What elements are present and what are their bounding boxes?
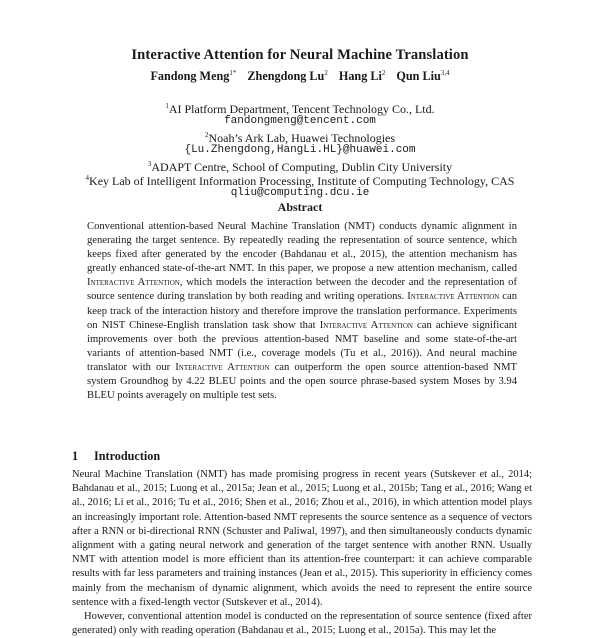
paragraph: Neural Machine Translation (NMT) has made promising progress in recent years (Sutskever et al., 2014; Bahdanau et al., 2015; Luong et al., 2015a; Jean et al., 2015; Luong et al., 2015b; Tang et al., 2016; Wang et al., 2016; Li et al., 2016; Tu et al., 2016; Shen et al., 2016; Zhou et al., 2016), in which attention model plays an increasingly important role. Attention-based NMT represents the source sentence as a sequence of vectors after a RNN or bi-directional RNN (Schuster and Paliwal, 1997), and then simultaneously conducts dynamic alignment with a gating neural network and generation of the target sentence with another RNN. Usually NMT with attention model is more efficient than its attention-free counterpart: it can achieve comparable results with far less parameters and training instances (Jean et al., 2015). This superiority in efficiency comes mainly from the mechanism of dynamic alignment, which avoids the need to represent the entire source sentence with a fixed-length vector (Sutskever et al., 2014).	[72, 469, 532, 608]
abstract-text: Conventional attention-based Neural Machine Translation (NMT) conducts dynamic alignment in generating the target sentence. By repeatedly reading the representation of source sentence, which keeps fixed after generated by the encoder (Bahdanau et al., 2015), the attention mechanism has greatly enhanced state-of-the-art NMT. In this paper, we propose a new attention mechanism, called Interactive Attention, which models the interaction between the decoder and the representation of source sentence during translation by both reading and writing operations. Interactive Attention can keep track of the interaction history and therefore improve the translation performance. Experiments on NIST Chinese-English translation task show that Interactive Attention can achieve significant improvements over both the previous attention-based NMT baseline and some state-of-the-art variants of attention-based NMT (i.e., coverage models (Tu et al., 2016)). And neural machine translator with our Interactive Attention can outperform the open source attention-based NMT system Groundhog by 4.22 BLEU points and the open source phrase-based system Moses by 3.94 BLEU points averagely on multiple test sets.	[87, 221, 518, 402]
author-list	[0, 69, 600, 84]
interactive-attention-term: Interactive Attention	[319, 319, 413, 331]
affiliation-4-email: qliu@computing.dcu.ie	[230, 187, 370, 199]
section-heading-introduction: 1 Introduction	[72, 449, 161, 463]
interactive-attention-term: Interactive Attention	[87, 277, 180, 289]
author-4: Qun Liu$^{3,4}$	[396, 69, 450, 83]
affiliation-2: $^2$Noah’s Ark Lab, Huawei Technologies	[204, 131, 396, 145]
paper-title: Interactive Attention for Neural Machine Translation	[131, 47, 469, 63]
affiliation-1: $^1$AI Platform Department, Tencent Technology Co., Ltd.	[165, 102, 435, 116]
interactive-attention-term: Interactive Attention	[175, 361, 270, 373]
affiliation-1-email: fandongmeng@tencent.com	[224, 115, 376, 127]
author-3: Hang Li$^2$	[338, 69, 386, 83]
abstract-heading: Abstract	[277, 200, 323, 214]
interactive-attention-term: Interactive Attention	[407, 291, 500, 303]
affiliation-2-email: {Lu.Zhengdong,HangLi.HL}@huawei.com	[184, 144, 416, 156]
affiliation-3: $^3$ADAPT Centre, School of Computing, Dublin City University	[147, 160, 453, 174]
affiliation-4: $^4$Key Lab of Intelligent Information Processing, Institute of Computing Technology, CAS	[85, 174, 515, 188]
author-1: Fandong Meng$^{1*}$	[150, 69, 237, 83]
paragraph: However, conventional attention model is conducted on the representation of source sentence (fixed after generated) only with reading operation (Bahdanau et al., 2015; Luong et al., 2015a). This may let the	[72, 611, 532, 637]
author-2: Zhengdong Lu$^2$	[247, 69, 328, 83]
introduction-body	[72, 468, 532, 638]
